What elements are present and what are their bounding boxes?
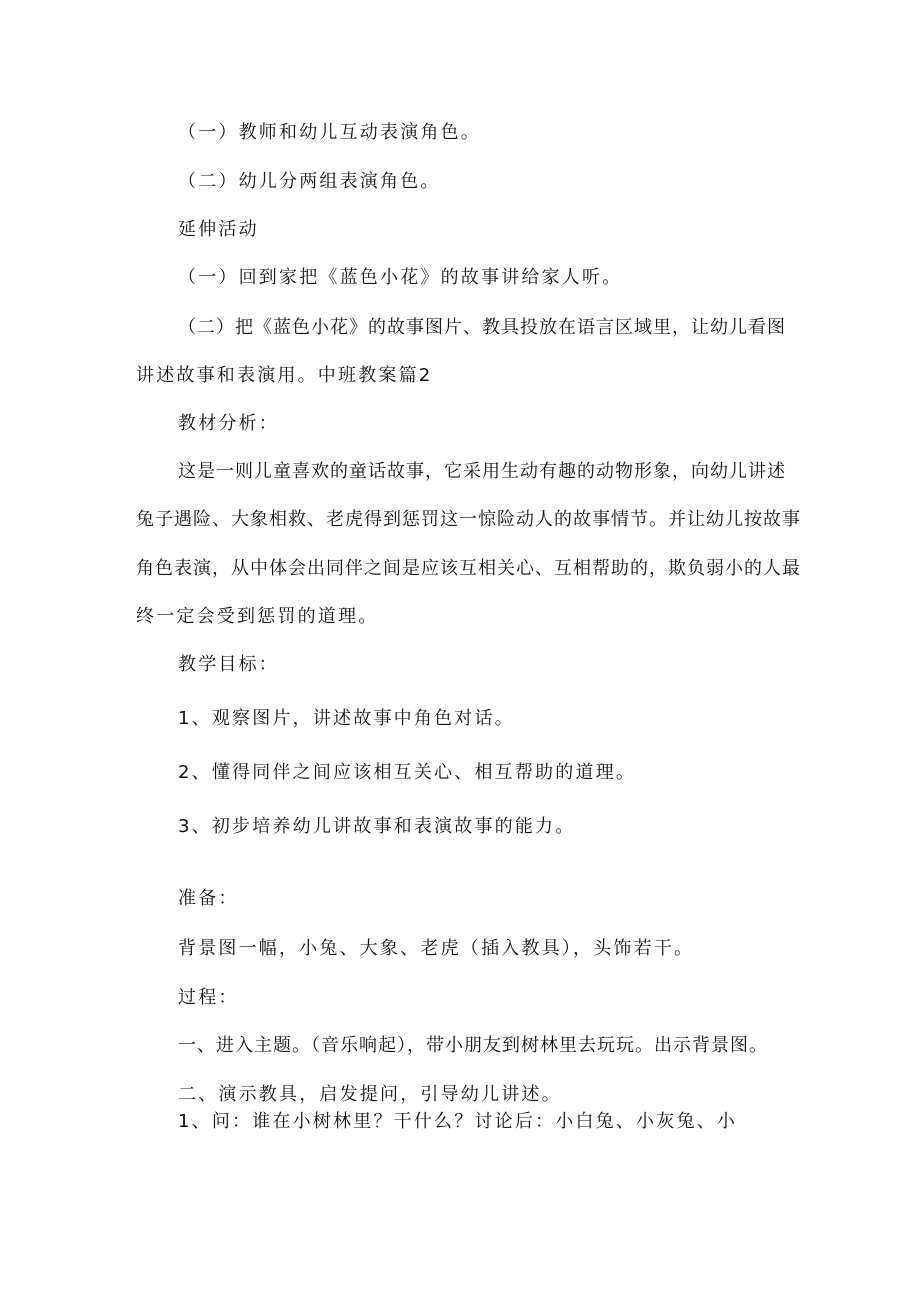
process-substep-1: 1、问：谁在小树林里？干什么？讨论后：小白兔、小灰兔、小 [178,1111,738,1132]
paragraph-line-2: 兔子遇险、大象相救、老虎得到惩罚这一惊险动人的故事情节。并让幼儿按故事 [136,509,801,530]
goal-item-1: 1、观察图片，讲述故事中角色对话。 [178,708,515,729]
goal-item-2: 2、懂得同伴之间应该相互关心、相互帮助的道理。 [178,762,637,783]
text-line-5: （二）把《蓝色小花》的故事图片、教具投放在语言区域里，让幼儿看图 [178,317,786,338]
section-heading-process: 过程： [178,987,239,1008]
paragraph-line-4: 终一定会受到惩罚的道理。 [136,606,379,627]
text-line-4: （一）回到家把《蓝色小花》的故事讲给家人听。 [178,267,623,288]
paragraph-line-1: 这是一则儿童喜欢的童话故事，它采用生动有趣的动物形象，向幼儿讲述 [178,461,786,482]
goal-item-3: 3、初步培养幼儿讲故事和表演故事的能力。 [178,816,576,837]
section-heading-material-analysis: 教材分析： [178,413,279,434]
preparation-text: 背景图一幅，小兔、大象、老虎（插入教具），头饰若干。 [178,938,695,959]
section-heading-preparation: 准备： [178,888,239,909]
text-line-2: （二）幼儿分两组表演角色。 [178,171,441,192]
section-heading-extension: 延伸活动 [178,219,259,240]
paragraph-line-3: 角色表演，从中体会出同伴之间是应该互相关心、互相帮助的，欺负弱小的人最 [136,558,801,579]
text-line-1: （一）教师和幼儿互动表演角色。 [178,122,481,143]
process-step-1: 一、进入主题。（音乐响起），带小朋友到树林里去玩玩。出示背景图。 [178,1035,768,1056]
text-line-6: 讲述故事和表演用。中班教案篇2 [136,365,433,386]
process-step-2: 二、演示教具，启发提问，引导幼儿讲述。 [178,1084,562,1105]
section-heading-teaching-goals: 教学目标： [178,654,279,675]
